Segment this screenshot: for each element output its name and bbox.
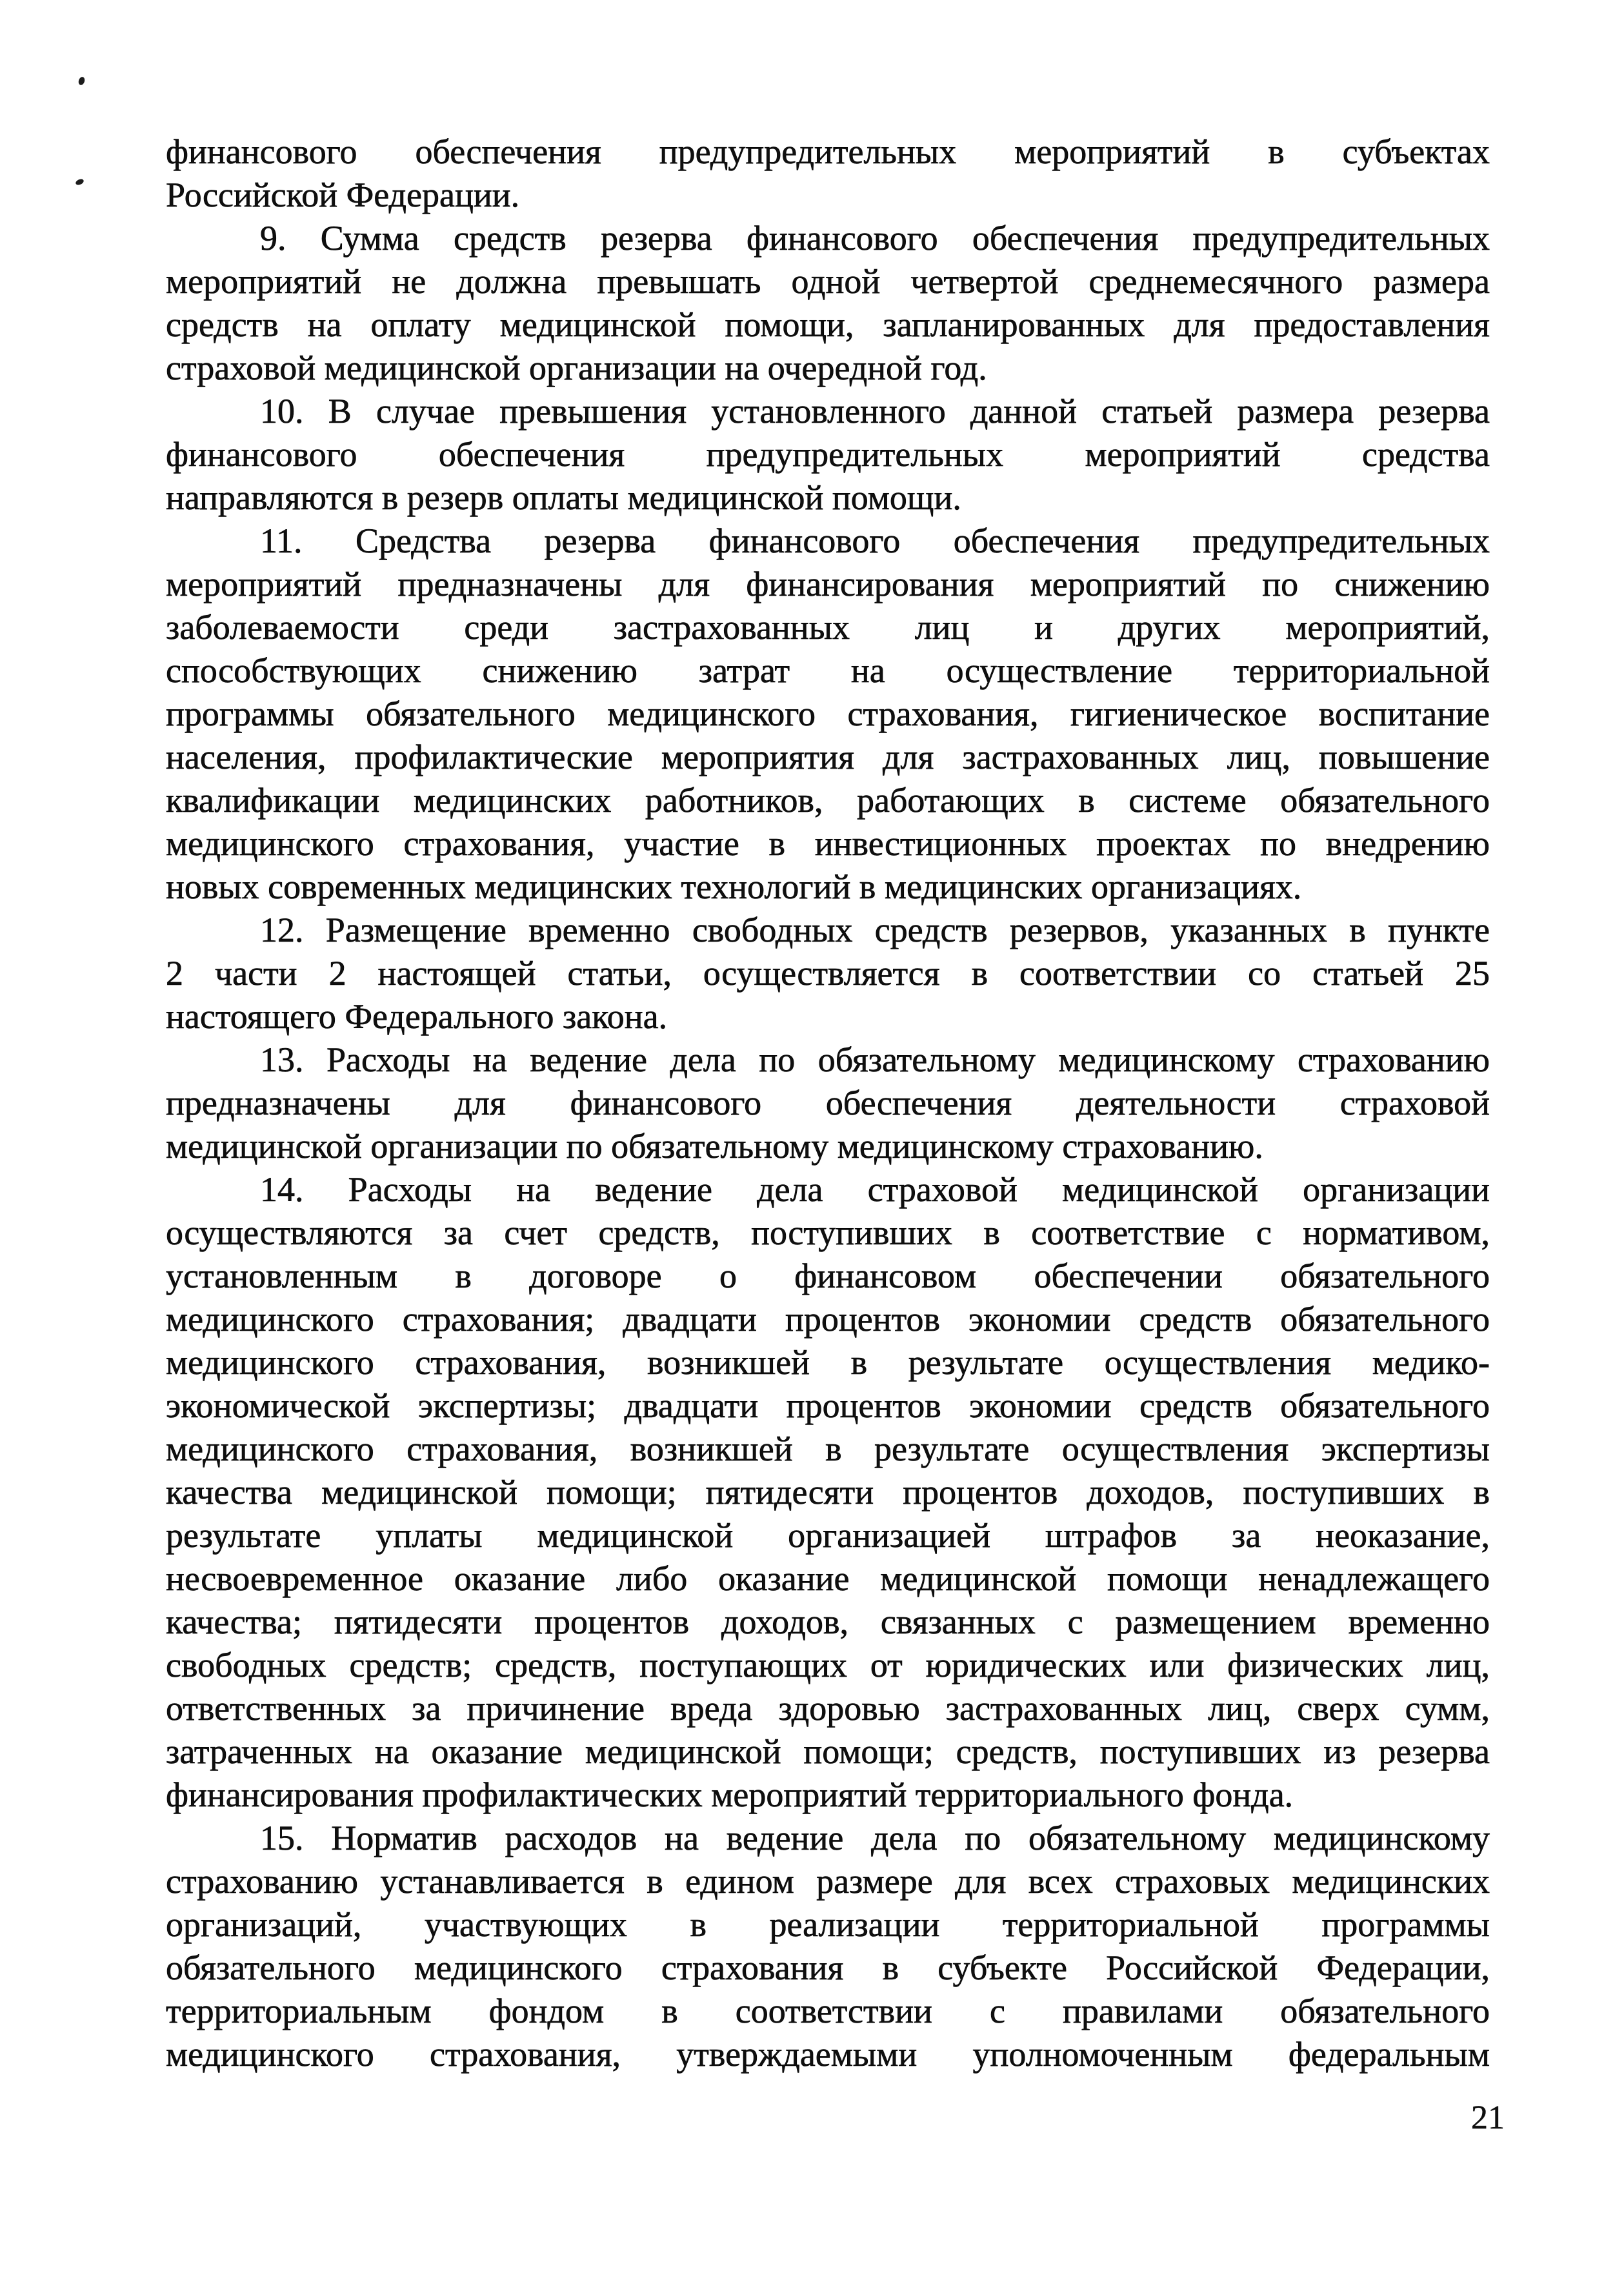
paragraph (166, 1038, 1490, 1168)
text-line: установленным в договоре о финансовом обеспечении обязательного (166, 1257, 1490, 1295)
text-line: 9. Сумма средств резерва финансового обеспечения предупредительных (260, 219, 1490, 258)
text-line: затраченных на оказание медицинской помощи; средств, поступивших из резерва (166, 1732, 1490, 1771)
text-line: медицинского страхования, участие в инвестиционных проектах по внедрению (166, 824, 1490, 863)
text-line: осуществляются за счет средств, поступивших в соответствие с нормативом, (166, 1213, 1490, 1252)
text-line: качества медицинской помощи; пятидесяти процентов доходов, поступивших в (166, 1473, 1490, 1511)
paragraph (166, 130, 1490, 217)
text-line: страховой медицинской организации на очередной год. (166, 349, 987, 387)
text-line: территориальным фондом в соответствии с правилами обязательного (166, 1992, 1490, 2030)
text-line: результате уплаты медицинской организацией штрафов за неоказание, (166, 1516, 1490, 1555)
text-line: Российской Федерации. (166, 176, 520, 214)
text-line: предназначены для финансового обеспечения деятельности страховой (166, 1084, 1490, 1122)
text-line: направляются в резерв оплаты медицинской помощи. (166, 478, 961, 517)
text-line: 12. Размещение временно свободных средств резервов, указанных в пункте (260, 911, 1490, 949)
text-line: 15. Норматив расходов на ведение дела по обязательному медицинскому (260, 1819, 1490, 1857)
text-line: финансового обеспечения предупредительных мероприятий в субъектах (166, 132, 1490, 171)
text-line: настоящего Федерального закона. (166, 997, 668, 1036)
text-line: экономической экспертизы; двадцати процентов экономии средств обязательного (166, 1386, 1490, 1425)
text-line: мероприятий предназначены для финансирования мероприятий по снижению (166, 565, 1490, 603)
document-text (166, 130, 1490, 2076)
text-line: медицинского страхования, возникшей в результате осуществления экспертизы (166, 1429, 1490, 1468)
text-line: несвоевременное оказание либо оказание медицинской помощи ненадлежащего (166, 1559, 1490, 1598)
paragraph (166, 1817, 1490, 2076)
text-line: мероприятий не должна превышать одной четвертой среднемесячного размера (166, 262, 1490, 301)
text-line: способствующих снижению затрат на осуществление территориальной (166, 651, 1490, 690)
paragraph (166, 217, 1490, 390)
ink-speck (75, 178, 85, 187)
text-line: финансирования профилактических мероприятий территориального фонда. (166, 1775, 1294, 1814)
text-line: 14. Расходы на ведение дела страховой медицинской организации (260, 1170, 1490, 1209)
text-line: квалификации медицинских работников, работающих в системе обязательного (166, 781, 1490, 820)
text-line: средств на оплату медицинской помощи, запланированных для предоставления (166, 305, 1490, 344)
paragraph (166, 1168, 1490, 1817)
text-line: заболеваемости среди застрахованных лиц и других мероприятий, (166, 608, 1490, 647)
text-line: медицинского страхования, возникшей в результате осуществления медико- (166, 1343, 1490, 1382)
text-line: медицинского страхования; двадцати процентов экономии средств обязательного (166, 1300, 1490, 1339)
text-line: медицинского страхования, утверждаемыми уполномоченным федеральным (166, 2035, 1490, 2074)
text-line: качества; пятидесяти процентов доходов, связанных с размещением временно (166, 1602, 1490, 1641)
page-number: 21 (1471, 2099, 1505, 2136)
text-line: 11. Средства резерва финансового обеспечения предупредительных (260, 521, 1490, 560)
text-line: организаций, участвующих в реализации территориальной программы (166, 1905, 1490, 1944)
text-line: медицинской организации по обязательному медицинскому страхованию. (166, 1127, 1263, 1166)
text-line: программы обязательного медицинского страхования, гигиеническое воспитание (166, 694, 1490, 733)
text-line: финансового обеспечения предупредительных мероприятий средства (166, 435, 1490, 474)
text-line: населения, профилактические мероприятия для застрахованных лиц, повышение (166, 738, 1490, 776)
paragraph (166, 520, 1490, 909)
paragraph (166, 390, 1490, 520)
text-line: новых современных медицинских технологий в медицинских организациях. (166, 867, 1302, 906)
text-line: обязательного медицинского страхования в субъекте Российской Федерации, (166, 1948, 1490, 1987)
text-line: 2 части 2 настоящей статьи, осуществляется в соответствии со статьей 25 (166, 954, 1490, 993)
text-line: 13. Расходы на ведение дела по обязательному медицинскому страхованию (260, 1040, 1490, 1079)
text-line: страхованию устанавливается в едином размере для всех страховых медицинских (166, 1862, 1490, 1901)
ink-speck (77, 76, 86, 86)
text-line: свободных средств; средств, поступающих от юридических или физических лиц, (166, 1646, 1490, 1684)
text-line: ответственных за причинение вреда здоровью застрахованных лиц, сверх сумм, (166, 1689, 1490, 1728)
paragraph (166, 909, 1490, 1038)
text-line: 10. В случае превышения установленного данной статьей размера резерва (260, 392, 1490, 430)
